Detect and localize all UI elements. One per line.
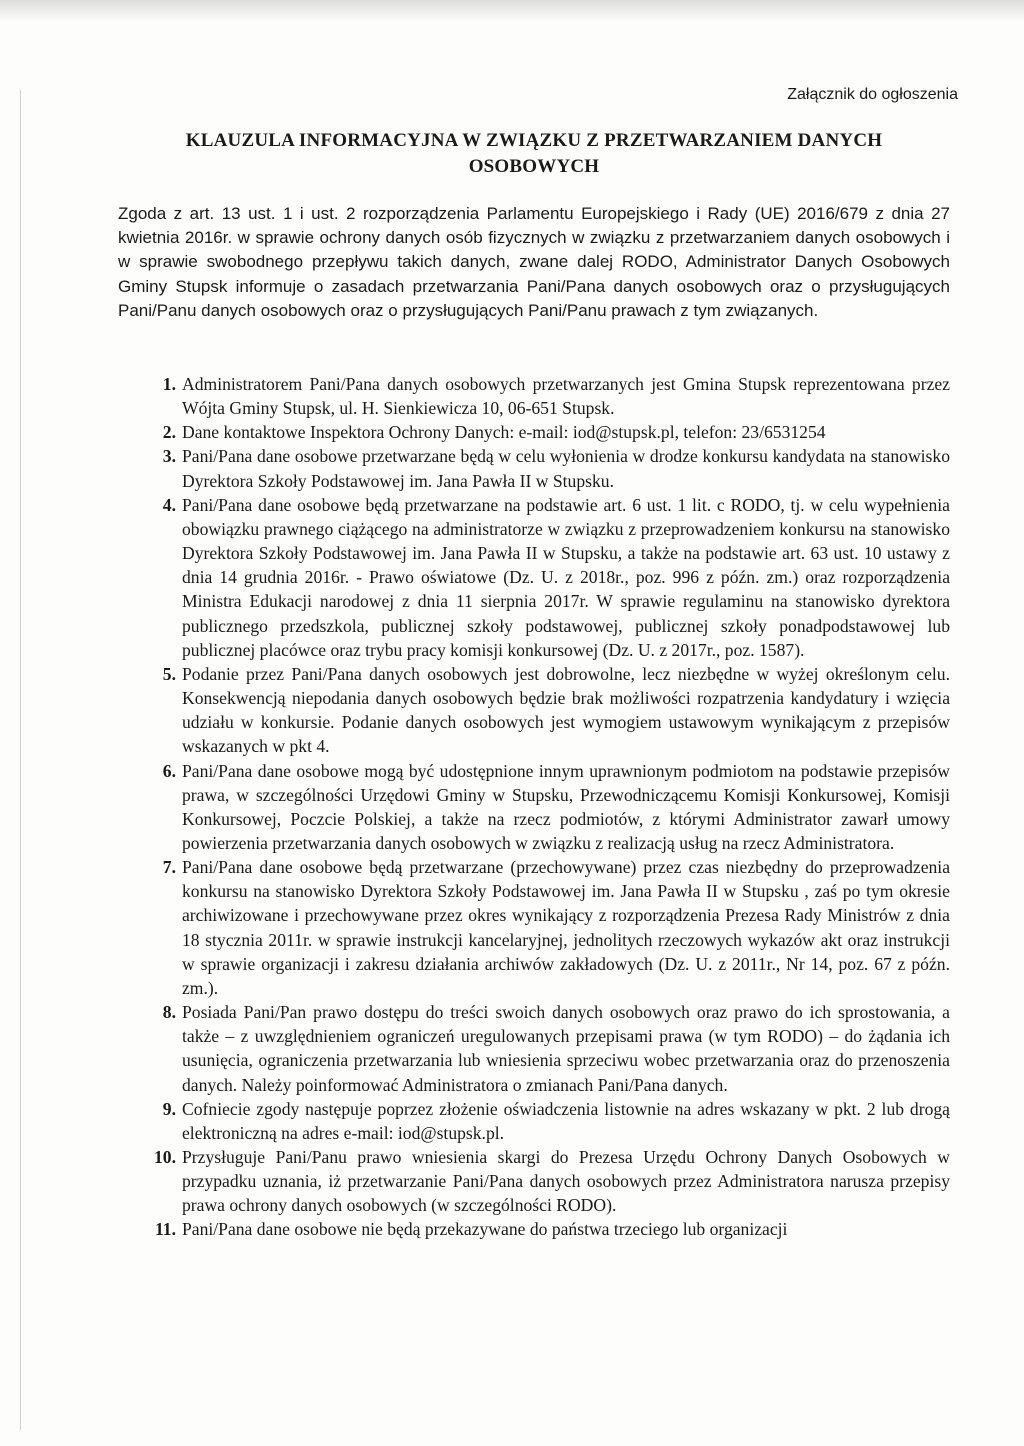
list-item (146, 1097, 950, 1145)
item-number: 1. (162, 374, 176, 394)
item-number: 5. (162, 663, 176, 684)
list-item (146, 1000, 950, 1097)
item-text: Pani/Pana dane osobowe przetwarzane będą w celu wyłonienia w drodze konkursu kandydata na stanowisko Dyrektora Szkoły Podstawowej im. Jana Pawła II w Stupsku. (182, 446, 950, 491)
item-text: Podanie przez Pani/Pana danych osobowych jest dobrowolne, lecz niezbędne w wyżej określonym celu. Konsekwencją niepodania danych osobowych będzie brak możliwości rozpatrzenia kandydatury i wzięcia udziału w konkursie. Podanie danych osobowych jest wymogiem ustawowym wynikającym z przepisów wskazanych w pkt 4. (182, 663, 950, 757)
item-number: 9. (162, 1098, 176, 1119)
list-item (146, 493, 950, 662)
item-number: 6. (162, 760, 176, 781)
item-text: Posiada Pani/Pan prawo dostępu do treści swoich danych osobowych oraz prawo do ich sprostowania, a także – z uwzględnieniem ograniczeń uregulowanych przepisami prawa (w tym RODO) – do żądania ich usunięcia, ograniczenia przetwarzania lub wniesienia sprzeciwu wobec przetwarzania oraz do przenoszenia danych. Należy poinformować Administratora o zmianach Pani/Pana danych. (182, 1002, 950, 1095)
item-number: 3. (162, 446, 176, 467)
item-text: Cofniecie zgody następuje poprzez złożenie oświadczenia listownie na adres wskazany w pkt. 2 lub drogą elektroniczną na adres e-mail: iod@stupsk.pl. (182, 1098, 950, 1143)
attachment-note: Załącznik do ogłoszenia (787, 86, 958, 103)
item-number: 10. (154, 1147, 176, 1167)
list-item (146, 662, 950, 759)
item-number: 11. (154, 1219, 176, 1240)
item-text: Przysługuje Pani/Panu prawo wniesienia skargi do Prezesa Urzędu Ochrony Danych Osobowych w przypadku uznania, iż przetwarzanie Pani/Pana danych osobowych przez Administratora narusza przepisy prawa ochrony danych osobowych (w szczególności RODO). (182, 1147, 950, 1216)
scan-shadow (0, 0, 1024, 22)
list-item (146, 1217, 950, 1241)
list-item (146, 855, 950, 1000)
item-number: 4. (162, 494, 176, 515)
item-number: 7. (162, 857, 176, 878)
item-text: Administratorem Pani/Pana danych osobowych przetwarzanych jest Gmina Stupsk reprezentowana przez Wójta Gminy Stupsk, ul. H. Sienkiewicza 10, 06-651 Stupsk. (182, 374, 950, 419)
clause-list (146, 372, 950, 1242)
document-title: KLAUZULA INFORMACYJNA W ZWIĄZKU Z PRZETWARZANIEM DANYCH OSOBOWYCH (185, 130, 883, 177)
scan-edge (20, 90, 21, 1430)
item-text: Pani/Pana dane osobowe będą przetwarzane na podstawie art. 6 ust. 1 lit. c RODO, tj. w celu wypełnienia obowiązku prawnego ciążącego na administratorze w związku z przeprowadzeniem konkursu na stanowisko Dyrektora Szkoły Podstawowej im. Jana Pawła II w Stupsku, a także na podstawie art. 63 ust. 10 ustawy z dnia 14 grudnia 2016r. - Prawo oświatowe (Dz. U. z 2018r., poz. 996 z późn. zm.) oraz rozporządzenia Ministra Edukacji narodowej z dnia 11 sierpnia 2017r. W sprawie regulaminu na stanowisko dyrektora publicznego przedszkola, publicznej szkoły podstawowej, publicznej szkoły ponadpodstawowej lub publicznej placówce oraz trybu pracy komisji konkursowej (Dz. U. z 2017r., poz. 1587). (182, 494, 950, 660)
list-item (146, 444, 950, 492)
list-item (146, 372, 950, 420)
list-item (146, 420, 950, 444)
item-text: Pani/Pana dane osobowe nie będą przekazywane do państwa trzeciego lub organizacji (182, 1219, 788, 1240)
item-number: 8. (162, 1002, 176, 1023)
item-number: 2. (162, 422, 176, 443)
list-item (146, 759, 950, 856)
item-text: Pani/Pana dane osobowe mogą być udostępnione innym uprawnionym podmiotom na podstawie przepisów prawa, w szczególności Urzędowi Gminy w Stupsku, Przewodniczącemu Komisji Konkursowej, Komisji Konkursowej, Poczcie Polskiej, a także na rzecz podmiotów, z którymi Administrator zawarł umowy powierzenia przetwarzania danych osobowych w związku z realizacją usług na rzecz Administratora. (182, 760, 950, 853)
list-item (146, 1145, 950, 1217)
item-text: Pani/Pana dane osobowe będą przetwarzane (przechowywane) przez czas niezbędny do przeprowadzenia konkursu na stanowisko Dyrektora Szkoły Podstawowej im. Jana Pawła II w Stupsku , zaś po tym okresie archiwizowane i przechowywane przez okres wynikający z rozporządzenia Prezesa Rady Ministrów z dnia 18 stycznia 2011r. w sprawie instrukcji kancelaryjnej, jednolitych rzeczowych wykazów akt oraz instrukcji w sprawie organizacji i zakresu działania archiwów zakładowych (Dz. U. z 2011r., Nr 14, poz. 67 z późn. zm.). (182, 857, 950, 998)
item-text: Dane kontaktowe Inspektora Ochrony Danych: e-mail: iod@stupsk.pl, telefon: 23/6531254 (182, 422, 826, 443)
intro-paragraph: Zgoda z art. 13 ust. 1 i ust. 2 rozporządzenia Parlamentu Europejskiego i Rady (UE) 2016/679 z dnia 27 kwietnia 2016r. w sprawie ochrony danych osób fizycznych w związku z przetwarzaniem danych osobowych i w sprawie swobodnego przepływu takich danych, zwane dalej RODO, Administrator Danych Osobowych Gminy Stupsk informuje o zasadach przetwarzania Pani/Pana danych osobowych oraz o przysługujących Pani/Panu danych osobowych oraz o przysługujących Pani/Panu prawach z tym związanych. (118, 204, 950, 320)
